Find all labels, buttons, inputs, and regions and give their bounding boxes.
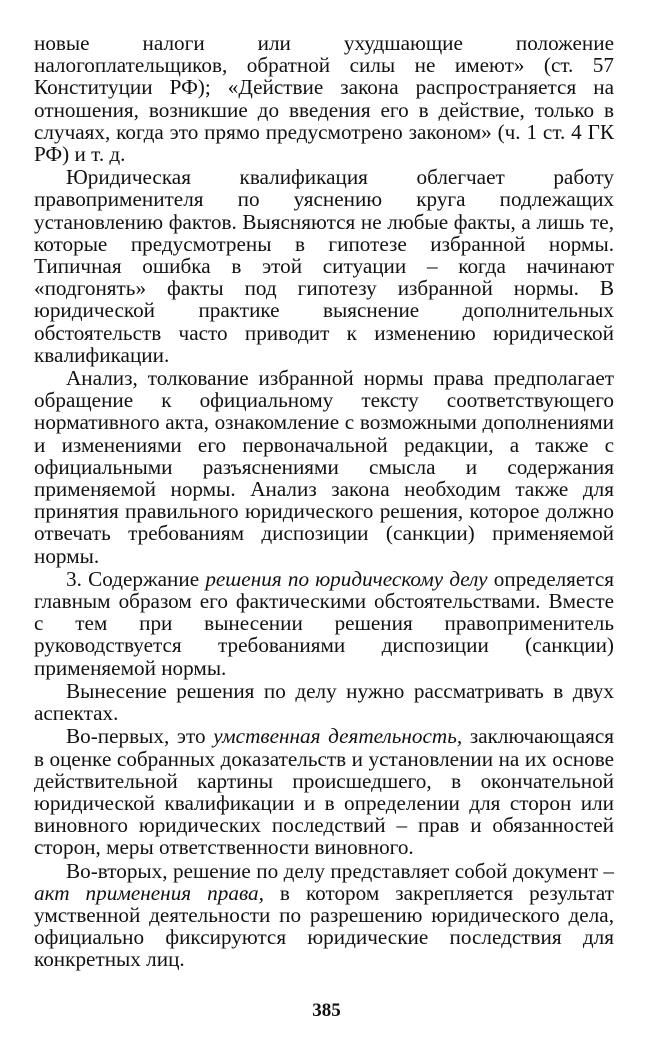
paragraph-4-emphasis: решения по юридическому делу	[205, 566, 488, 591]
paragraph-6	[34, 725, 614, 858]
paragraph-2	[34, 166, 614, 366]
paragraph-4-text-b: определяется главным образом его фактическими обстоятельствами. Вместе с тем при вынесении решения правоприменитель руководствуется требованиями диспозиции (санкции) применяемой нормы.	[34, 566, 614, 680]
paragraph-3	[34, 367, 614, 567]
paragraph-4-text-a: 3. Содержание	[66, 566, 206, 591]
paragraph-7-emphasis: акт применения права,	[34, 880, 264, 905]
paragraph-7-text-a: Во-вторых, решение по делу представляет собой документ –	[66, 858, 614, 883]
paragraph-4	[34, 568, 614, 679]
page-number: 385	[312, 1000, 341, 1021]
paragraph-6-text-a: Во-первых, это	[66, 724, 214, 749]
paragraph-7	[34, 860, 614, 971]
paragraph-1	[34, 32, 614, 165]
paragraph-6-text-b: заключающаяся в оценке собранных доказательств и установлении на их основе действительной картины происшедшего, в окончательной юридической квалификации и в определении для сторон или виновного юридических последствий – прав и обязанностей сторон, меры ответственности виновного.	[34, 724, 614, 860]
paragraph-7-text-b: в котором закрепляется результат умственной деятельности по разрешению юридического дела, официально фиксируются юридические последствия для конкретных лиц.	[34, 880, 615, 972]
paragraph-3-text: Анализ, толкование избранной нормы права предполагает обращение к официальному тексту соответствующего нормативного акта, ознакомление с возможными дополнениями и изменениями его первоначальной редакции, а также с официальными разъяснениями смысла и содержания применяемой нормы. Анализ закона необходим также для принятия правильного юридического решения, которое должно отвечать требованиям диспозиции (санкции) применяемой нормы.	[34, 366, 614, 568]
paragraph-5	[34, 680, 614, 724]
paragraph-2-text: Юридическая квалификация облегчает работу правоприменителя по уяснению круга подлежащих установлению фактов. Выясняются не любые факты, а лишь те, которые предусмотрены в гипотезе избранной нормы. Типичная ошибка в этой ситуации – когда начинают «подгонять» факты под гипотезу избранной нормы. В юридической практике выяснение дополнительных обстоятельств часто приводит к изменению юридической квалификации.	[34, 165, 614, 367]
paragraph-6-emphasis: умственная деятельность,	[213, 724, 463, 749]
page-body	[34, 32, 614, 971]
paragraph-1-text: новые налоги или ухудшающие положение налогоплательщиков, обратной силы не имеют» (ст. 57 Конституции РФ); «Действие закона распространяется на отношения, возникшие до введения его в действие, только в случаях, когда это прямо предусмотрено законом» (ч. 1 ст. 4 ГК РФ) и т. д.	[34, 31, 614, 167]
paragraph-5-text: Вынесение решения по делу нужно рассматривать в двух аспектах.	[34, 678, 614, 726]
